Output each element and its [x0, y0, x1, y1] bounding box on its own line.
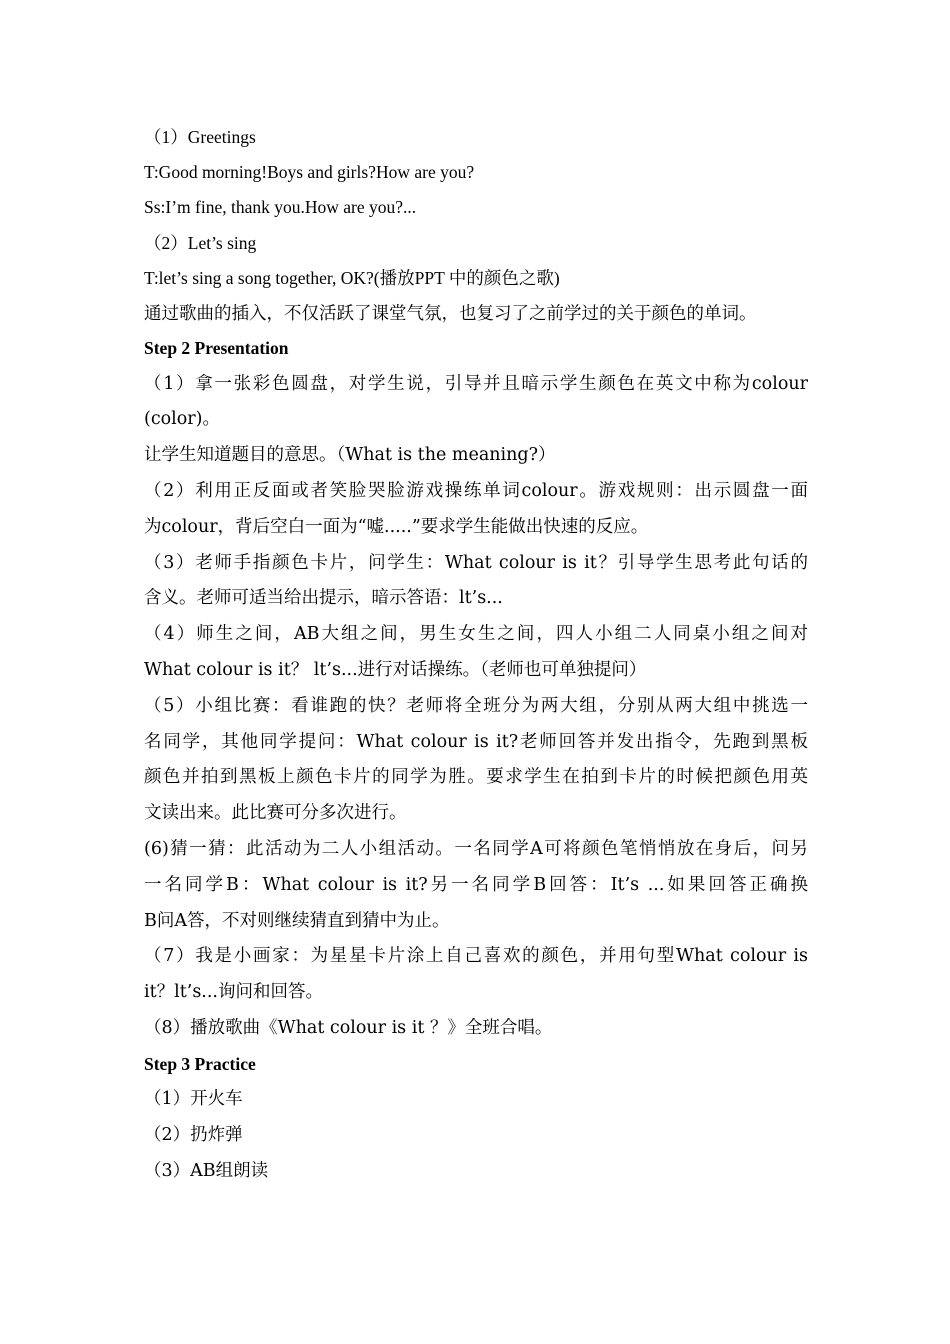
paragraph-line: （3）AB组朗读	[144, 1160, 269, 1181]
paragraph-line: Ss:I’m fine, thank you.How are you?...	[144, 197, 417, 218]
paragraph-line: （8）播放歌曲《What colour is it ？》全班合唱。	[144, 1017, 553, 1038]
paragraph-line: （5）小组比赛：看谁跑的快？老师将全班分为两大组，分别从两大组中挑选一	[144, 695, 808, 716]
paragraph-line: （1）开火车	[144, 1089, 243, 1110]
paragraph-line: 一名同学B：What colour is it?另一名同学B回答：It’s ...如果回答正确换	[144, 874, 808, 895]
paragraph-line: it？lt’s...询问和回答。	[144, 982, 323, 1003]
paragraph-line: （2）Let’s sing	[144, 232, 257, 253]
paragraph-line: （7）我是小画家：为星星卡片涂上自己喜欢的颜色，并用句型What colour is	[144, 946, 808, 967]
section-heading: Step 2 Presentation	[144, 338, 289, 359]
paragraph-line: What colour is it？ lt’s...进行对话操练。（老师也可单独提问）	[144, 660, 647, 680]
document-body	[144, 124, 808, 1194]
paragraph-line: 让学生知道题目的意思。（What is the meaning?）	[144, 445, 556, 466]
paragraph-line: B问A答，不对则继续猜直到猜中为止。	[144, 910, 450, 931]
paragraph-line: 为colour，背后空白一面为“嘘.....”要求学生能做出快速的反应。	[144, 516, 649, 537]
paragraph-line: 名同学，其他同学提问：What colour is it?老师回答并发出指令，先跑到黑板	[144, 731, 808, 752]
paragraph-line: 含义。老师可适当给出提示，暗示答语：lt’s...	[144, 588, 503, 609]
paragraph-line: 通过歌曲的插入，不仅活跃了课堂气氛，也复习了之前学过的关于颜色的单词。	[144, 302, 757, 323]
paragraph-line: （3）老师手指颜色卡片，问学生：What colour is it？引导学生思考此句话的	[144, 552, 808, 573]
paragraph-line: 文读出来。此比赛可分多次进行。	[144, 803, 407, 824]
section-heading: Step 3 Practice	[144, 1053, 256, 1074]
paragraph-line: （2）扔炸弹	[144, 1125, 243, 1146]
paragraph-line: (color)。	[144, 409, 220, 430]
paragraph-line: （1）拿一张彩色圆盘，对学生说，引导并且暗示学生颜色在英文中称为colour	[144, 373, 808, 394]
paragraph-line: T:Good morning!Boys and girls?How are you?	[144, 162, 475, 183]
paragraph-line: 颜色并拍到黑板上颜色卡片的同学为胜。要求学生在拍到卡片的时候把颜色用英	[144, 767, 808, 788]
paragraph-line: T:let’s sing a song together, OK?(播放PPT 中的颜色之歌)	[144, 267, 560, 288]
paragraph-line: (6)猜一猜：此活动为二人小组活动。一名同学A可将颜色笔悄悄放在身后，问另	[144, 838, 808, 859]
paragraph-line: （4）师生之间，AB大组之间，男生女生之间，四人小组二人同桌小组之间对	[144, 624, 808, 645]
paragraph-line: （1）Greetings	[144, 127, 256, 147]
paragraph-line: （2）利用正反面或者笑脸哭脸游戏操练单词colour。游戏规则：出示圆盘一面	[144, 481, 808, 502]
